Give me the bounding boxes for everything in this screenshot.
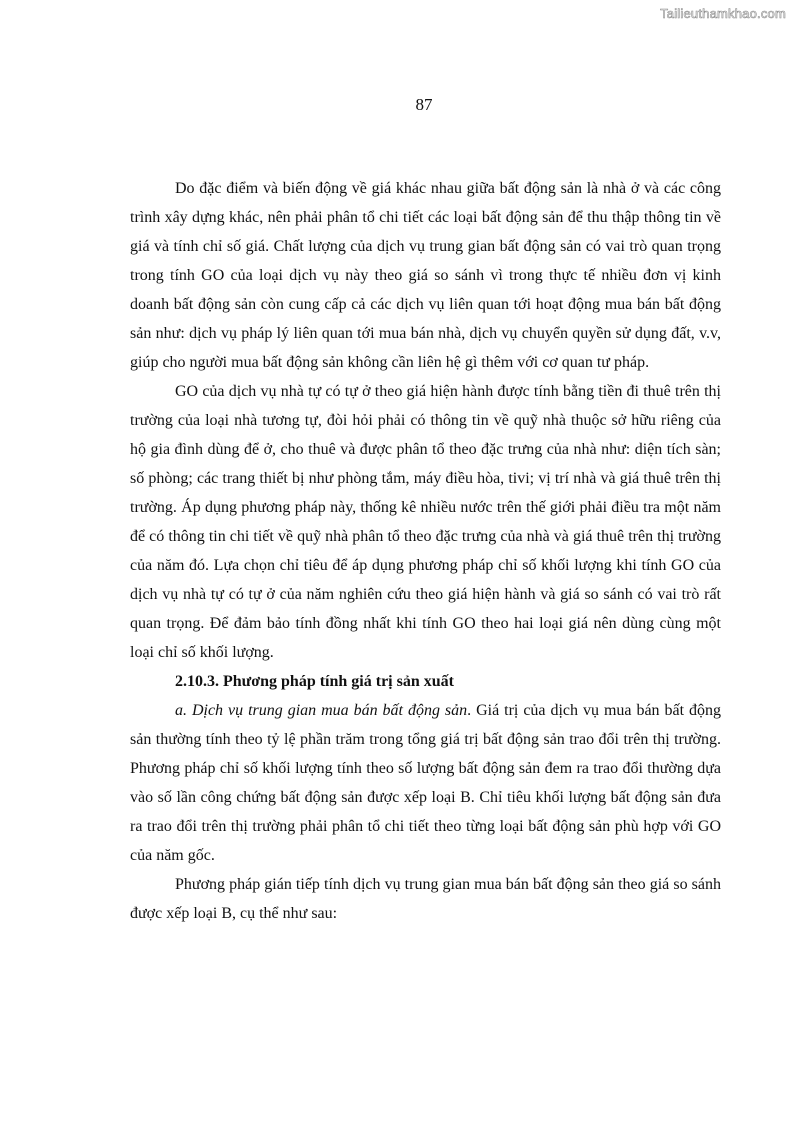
subsection-title: a. Dịch vụ trung gian mua bán bất động sản [175,702,468,719]
paragraph-2: GO của dịch vụ nhà tự có tự ở theo giá hiện hành được tính bằng tiền đi thuê trên thị trường của loại nhà tương tự, đòi hỏi phải có thông tin về quỹ nhà thuộc sở hữu riêng của hộ gia đình dùng để ở, cho thuê và được phân tổ theo đặc trưng của nhà như: diện tích sàn; số phòng; các trang thiết bị như phòng tắm, máy điều hòa, tivi; vị trí nhà và giá thuê trên thị trường. Áp dụng phương pháp này, thống kê nhiều nước trên thế giới phải điều tra một năm để có thông tin chi tiết về quỹ nhà phân tổ theo đặc trưng của nhà và giá thuê trên thị trường của năm đó. Lựa chọn chỉ tiêu để áp dụng phương pháp chỉ số khối lượng khi tính GO của dịch vụ nhà tự có tự ở của năm nghiên cứu theo giá hiện hành và giá so sánh có vai trò rất quan trọng. Để đảm bảo tính đồng nhất khi tính GO theo hai loại giá nên dùng cùng một loại chỉ số khối lượng. [130,383,721,661]
subsection-text: . Giá trị của dịch vụ mua bán bất động sản thường tính theo tỷ lệ phần trăm trong tổng giá trị bất động sản trao đổi trên thị trường. Phương pháp chỉ số khối lượng tính theo số lượng bất động sản đem ra trao đổi thường dựa vào số lần công chứng bất động sản được xếp loại B. Chỉ tiêu khối lượng bất động sản đưa ra trao đổi trên thị trường phải phân tổ chi tiết theo từng loại bất động sản phù hợp với GO của năm gốc. [130,702,722,864]
document-body [130,174,721,928]
paragraph-3 [130,696,721,870]
paragraph-1: Do đặc điểm và biến động về giá khác nhau giữa bất động sản là nhà ở và các công trình xây dựng khác, nên phải phân tổ chi tiết các loại bất động sản để thu thập thông tin về giá và tính chỉ số giá. Chất lượng của dịch vụ trung gian bất động sản có vai trò quan trọng trong tính GO của loại dịch vụ này theo giá so sánh vì trong thực tế nhiều đơn vị kinh doanh bất động sản còn cung cấp cả các dịch vụ liên quan tới hoạt động mua bán bất động sản như: dịch vụ pháp lý liên quan tới mua bán nhà, dịch vụ chuyển quyền sử dụng đất, v.v, giúp cho người mua bất động sản không cần liên hệ gì thêm với cơ quan tư pháp. [130,180,721,371]
page-number: 87 [415,95,433,114]
paragraph-4: Phương pháp gián tiếp tính dịch vụ trung gian mua bán bất động sản theo giá so sánh được xếp loại B, cụ thể như sau: [130,876,721,922]
section-heading: 2.10.3. Phương pháp tính giá trị sản xuất [175,673,454,690]
watermark: Tailieuthamkhao.com [660,6,786,21]
